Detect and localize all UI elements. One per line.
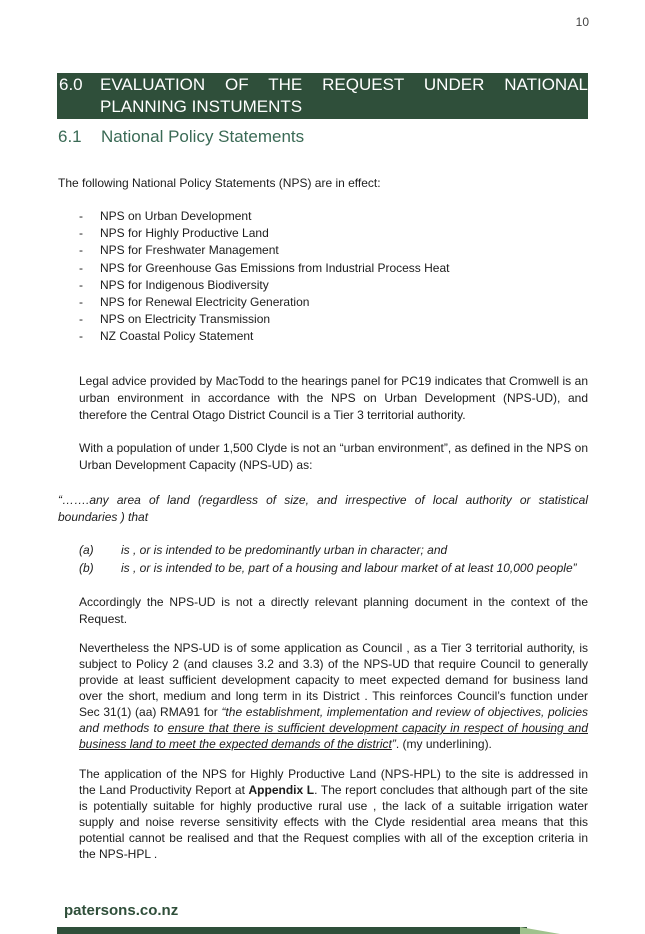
quote-item-b: (b) is , or is intended to be, part of a housing and labour market of at least 10,000 people” [79, 560, 577, 575]
section-title-line1: EVALUATION OF THE REQUEST UNDER NATIONAL [100, 75, 588, 94]
subsection-title: National Policy Statements [101, 127, 305, 146]
nevertheless-paragraph: Nevertheless the NPS-UD is of some application as Council , as a Tier 3 territorial authority, is subject to Policy 2 (and clauses 3.2 and 3.3) of the NPS-UD that require Council to generally provide at least sufficient development capacity to meet expected demand for business land over the short, medium and long term in its District . This reinforces Council’s function under Sec 31(1) (aa) RMA91 for “the establishment, implementation and review of objectives, policies and methods to ensure that there is sufficient development capacity in respect of housing and business land to meet the expected demands of the district”. (my underlining). [79, 641, 589, 751]
definition-quote: “…….any area of land (regardless of size, and irrespective of local authority or statistical boundaries ) that [58, 493, 588, 524]
list-item: - NPS on Electricity Transmission [79, 312, 271, 327]
legal-advice-paragraph: Legal advice provided by MacTodd to the hearings panel for PC19 indicates that Cromwell is an urban environment in accordance with the NPS on Urban Development (NPS-UD), and therefore the Central Otago District Council is a Tier 3 territorial authority. [79, 374, 588, 422]
list-item: - NPS for Greenhouse Gas Emissions from Industrial Process Heat [79, 260, 450, 275]
subsection-heading [58, 127, 304, 147]
list-item: - NPS on Urban Development [79, 209, 252, 223]
list-item: - NPS for Indigenous Biodiversity [79, 277, 269, 292]
appendix-reference: Appendix L [248, 783, 315, 797]
list-item: - NPS for Renewal Electricity Generation [79, 295, 310, 310]
population-paragraph: With a population of under 1,500 Clyde is not an “urban environment”, as defined in the NPS on Urban Development Capacity (NPS-UD) as: [79, 441, 588, 472]
section-heading [57, 73, 588, 119]
footer-accent [520, 927, 560, 934]
quote-item-a: (a) is , or is intended to be predominantly urban in character; and [79, 543, 448, 557]
quote-items [79, 542, 589, 577]
page-number: 10 [575, 15, 589, 29]
list-item: - NPS for Freshwater Management [79, 243, 279, 258]
accordingly-paragraph: Accordingly the NPS-UD is not a directly relevant planning document in the context of the Request. [79, 595, 588, 626]
footer-bar [57, 927, 527, 934]
subsection-number: 6.1 [58, 127, 82, 146]
section-title-line2: PLANNING INSTUMENTS [100, 97, 303, 116]
underlined-quote: ensure that there is sufficient development capacity in respect of housing and business land to meet the expected demands of the district [79, 721, 588, 751]
nps-list [79, 208, 449, 346]
footer-brand-logo[interactable]: patersons.co.nz [64, 902, 179, 919]
list-item: - NPS for Highly Productive Land [79, 226, 269, 241]
section-number: 6.0 [59, 75, 83, 94]
list-item: - NZ Coastal Policy Statement [79, 329, 254, 344]
hpl-paragraph: The application of the NPS for Highly Productive Land (NPS-HPL) to the site is addressed in the Land Productivity Report at Appendix L. The report concludes that although part of the site is potentially suitable for highly productive rural use , the lack of a suitable irrigation water supply and noise reverse sensitivity effects with the Clyde residential area means that this potential cannot be realised and that the Request complies with all of the exception criteria in the NPS-HPL . [79, 767, 588, 861]
intro-text: The following National Policy Statements (NPS) are in effect: [58, 176, 381, 190]
